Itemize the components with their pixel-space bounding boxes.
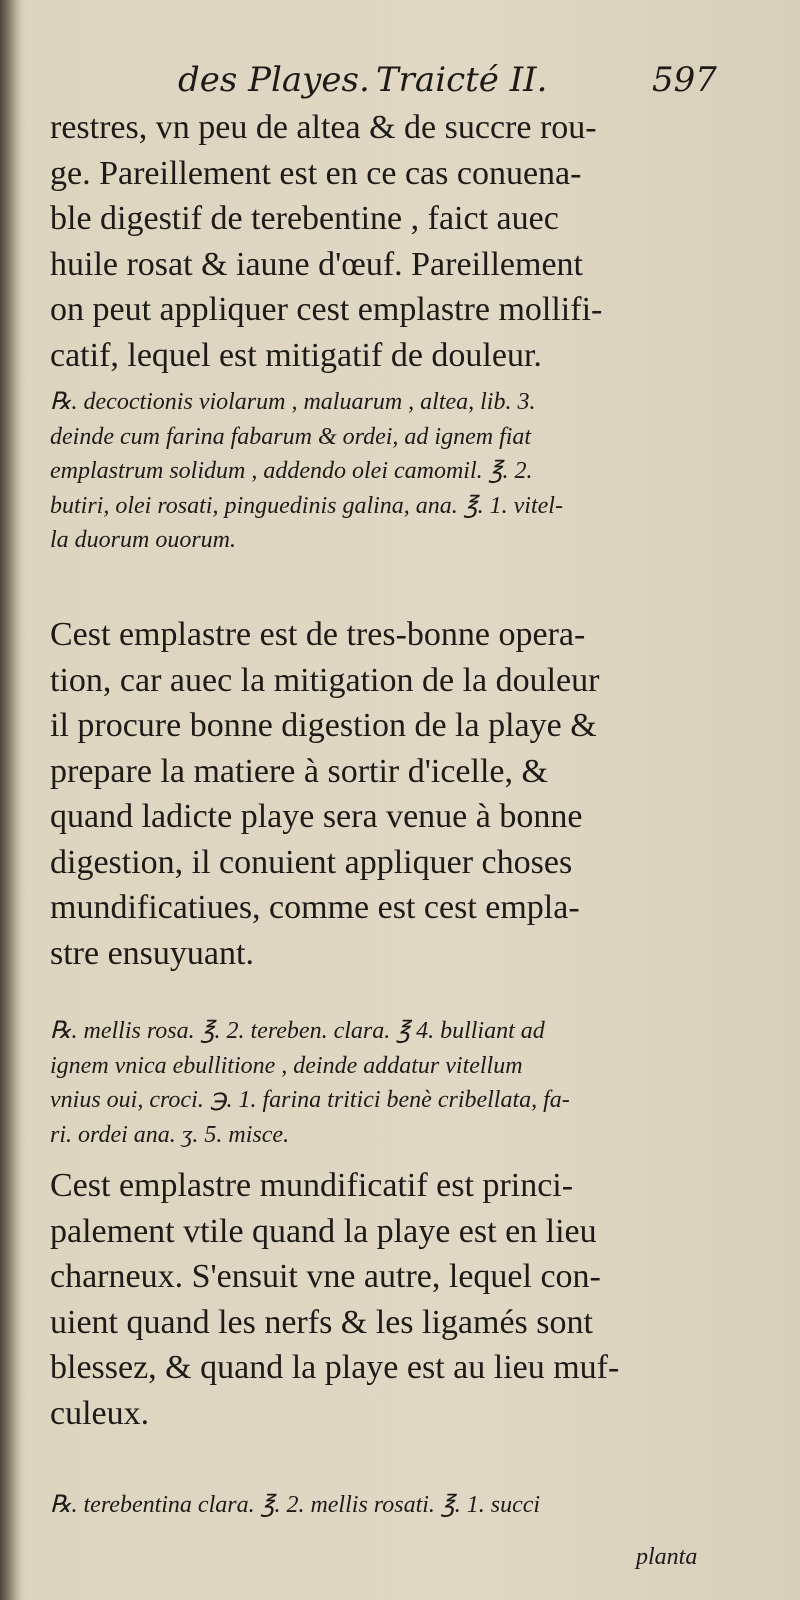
paragraph-3 — [50, 1163, 750, 1436]
text-line: culeux. — [50, 1394, 150, 1432]
recipe-line: butiri, olei rosati, pinguedinis galina, ana. ℥. 1. vitel- — [50, 492, 563, 519]
text-line: Cest emplastre est de tres-bonne opera- — [50, 616, 586, 653]
catchword: planta — [636, 1544, 698, 1570]
text-line: il procure bonne digestion de la playe & — [50, 707, 597, 744]
text-line: tion, car auec la mitigation de la douleur — [50, 661, 600, 699]
text-line: palement vtile quand la playe est en lieu — [50, 1212, 597, 1250]
text-line: prepare la matiere à sortir d'icelle, & — [50, 752, 548, 790]
text-line: Cest emplastre mundificatif est princi- — [50, 1167, 574, 1204]
text-line: uient quand les nerfs & les ligamés sont — [50, 1303, 593, 1341]
text-line: mundificatiues, comme est cest empla- — [50, 889, 580, 926]
running-title: des Playes. — [178, 60, 370, 100]
paragraph-2 — [50, 612, 750, 976]
gutter-shadow — [0, 0, 22, 1600]
page-number: 597 — [652, 60, 717, 100]
recipe-1 — [50, 385, 750, 558]
text-line: digestion, il conuient appliquer choses — [50, 843, 573, 881]
text-line: blessez, & quand la playe est au lieu muf- — [50, 1349, 620, 1386]
recipe-line: vnius oui, croci. ℈. 1. farina tritici benè cribellata, fa- — [50, 1087, 570, 1113]
recipe-line: ri. ordei ana. ʒ. 5. misce. — [50, 1121, 290, 1148]
text-line: quand ladicte playe sera venue à bonne — [50, 798, 583, 835]
recipe-line: deinde cum farina fabarum & ordei, ad ignem fiat — [50, 423, 532, 450]
recipe-line: ignem vnica ebullitione , deinde addatur vitellum — [50, 1052, 523, 1079]
text-line: catif, lequel est mitigatif de douleur. — [50, 336, 542, 374]
text-line: huile rosat & iaune d'œuf. Pareillement — [50, 245, 583, 283]
recipe-line: ℞. mellis rosa. ℥. 2. tereben. clara. ℥ 4. bulliant ad — [50, 1018, 545, 1044]
treatise-label: Traicté II. — [376, 60, 548, 100]
recipe-line: ℞. terebentina clara. ℥. 2. mellis rosati. ℥. 1. succi — [50, 1492, 541, 1518]
text-line: charneux. S'ensuit vne autre, lequel con- — [50, 1258, 601, 1295]
recipe-3 — [50, 1488, 750, 1523]
text-line: ge. Pareillement est en ce cas conuena- — [50, 154, 582, 192]
text-line: stre ensuyuant. — [50, 934, 254, 972]
recipe-line: la duorum ouorum. — [50, 527, 237, 553]
recipe-2 — [50, 1014, 750, 1152]
text-line: restres, vn peu de altea & de succre rou- — [50, 109, 597, 146]
paragraph-1 — [50, 105, 750, 378]
text-line: on peut appliquer cest emplastre mollifi- — [50, 291, 603, 328]
recipe-line: ℞. decoctionis violarum , maluarum , altea, lib. 3. — [50, 389, 536, 415]
running-head — [178, 58, 758, 102]
text-line: ble digestif de terebentine , faict auec — [50, 200, 559, 237]
recipe-line: emplastrum solidum , addendo olei camomil. ℥. 2. — [50, 458, 533, 484]
